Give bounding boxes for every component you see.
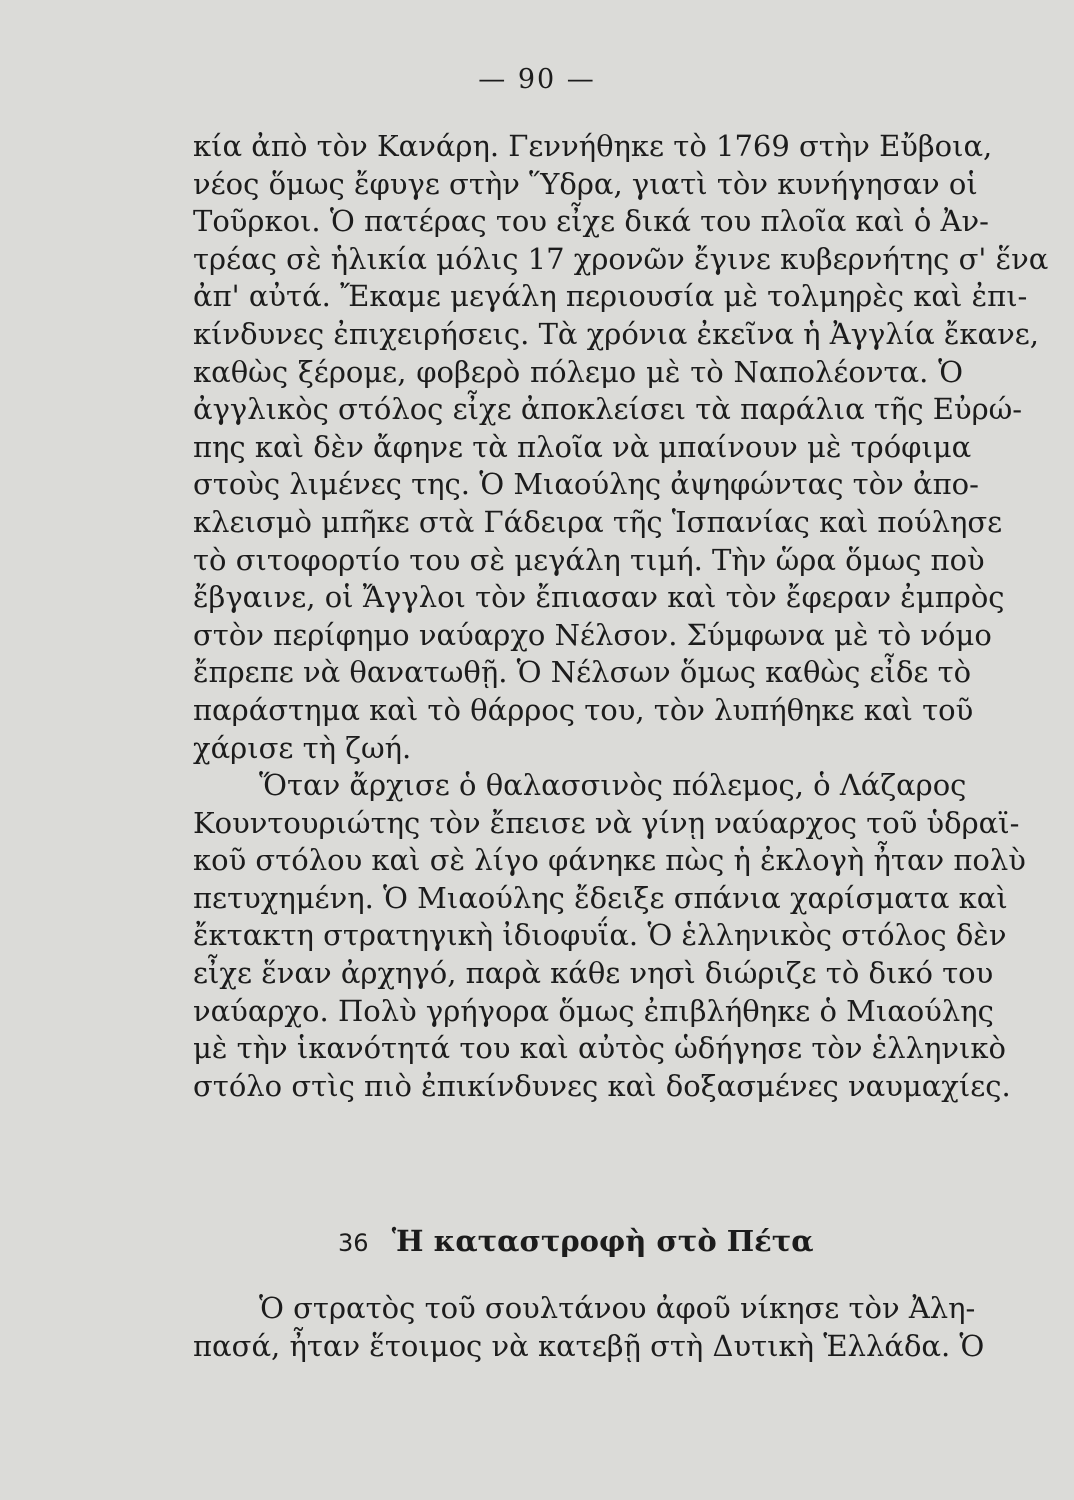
text-line: ἀπ' αὐτά. Ἔκαμε μεγάλη περιουσία μὲ τολμηρὲς καὶ ἐπι- (193, 279, 1028, 314)
text-line: κίνδυνες ἐπιχειρήσεις. Τὰ χρόνια ἐκεῖνα ἡ Ἀγγλία ἔκανε, (193, 316, 1040, 351)
section-number: 36 (338, 1229, 369, 1257)
page-number: — 90 — (478, 64, 596, 95)
text-line: Ὁ στρατὸς τοῦ σουλτάνου ἀφοῦ νίκησε τὸν Ἀλη- (259, 1291, 976, 1325)
text-line: ναύαρχο. Πολὺ γρήγορα ὅμως ἐπιβλήθηκε ὁ Μιαούλης (193, 993, 994, 1028)
text-line: εἶχε ἕναν ἀρχηγό, παρὰ κάθε νησὶ διώριζε τὸ δικό του (193, 956, 994, 991)
text-line: ἀγγλικὸς στόλος εἶχε ἀποκλείσει τὰ παράλια τῆς Εὐρώ- (193, 392, 1023, 427)
text-line: Ὅταν ἄρχισε ὁ θαλασσινὸς πόλεμος, ὁ Λάζαρος (259, 768, 967, 803)
text-line: ἔβγαινε, οἱ Ἄγγλοι τὸν ἔπιασαν καὶ τὸν ἔφεραν ἐμπρὸς (193, 580, 1005, 615)
text-line: χάρισε τὴ ζωή. (193, 730, 412, 765)
text-line: ἔκτακτη στρατηγικὴ ἰδιοφυΐα. Ὁ ἑλληνικὸς στόλος δὲν (193, 918, 1007, 953)
paragraph-1 (193, 128, 1049, 767)
text-line: πασά, ἦταν ἕτοιμος νὰ κατεβῇ στὴ Δυτικὴ Ἑλλάδα. Ὁ (193, 1328, 985, 1363)
text-line: τρέας σὲ ἡλικία μόλις 17 χρονῶν ἔγινε κυβερνήτης σ' ἕνα (193, 241, 1049, 276)
text-line: κοῦ στόλου καὶ σὲ λίγο φάνηκε πὼς ἡ ἐκλογὴ ἦταν πολὺ (193, 843, 1026, 878)
text-line: Κουντουριώτης τὸν ἔπεισε νὰ γίνῃ ναύαρχος τοῦ ὑδραϊ- (193, 805, 1020, 840)
main-text (193, 128, 1049, 1105)
text-line: πης καὶ δὲν ἄφηνε τὰ πλοῖα νὰ μπαίνουν μὲ τρόφιμα (193, 429, 972, 464)
text-line: ἔπρεπε νὰ θανατωθῇ. Ὁ Νέλσων ὅμως καθὼς εἶδε τὸ (193, 655, 972, 690)
text-line: κία ἀπὸ τὸν Κανάρη. Γεννήθηκε τὸ 1769 στὴν Εὔβοια, (193, 129, 993, 163)
text-line: Τοῦρκοι. Ὁ πατέρας του εἶχε δικά του πλοῖα καὶ ὁ Ἀν- (193, 204, 989, 239)
text-line: τὸ σιτοφορτίο του σὲ μεγάλη τιμή. Τὴν ὥρα ὅμως ποὺ (193, 542, 985, 577)
text-line: πετυχημένη. Ὁ Μιαούλης ἔδειξε σπάνια χαρίσματα καὶ (193, 880, 1008, 915)
text-line: στοὺς λιμένες της. Ὁ Μιαούλης ἀψηφώντας τὸν ἀπο- (193, 467, 979, 502)
text-line: στόλο στὶς πιὸ ἐπικίνδυνες καὶ δοξασμένες ναυμαχίες. (193, 1068, 1011, 1103)
text-line: καθὼς ξέρομε, φοβερὸ πόλεμο μὲ τὸ Ναπολέοντα. Ὁ (193, 354, 963, 389)
paragraph-3 (193, 1290, 985, 1365)
paragraph-2 (193, 767, 1026, 1105)
section-heading (338, 1224, 814, 1258)
text-line: παράστημα καὶ τὸ θάρρος του, τὸν λυπήθηκε καὶ τοῦ (193, 692, 974, 727)
section-title: Ἡ καταστροφὴ στὸ Πέτα (391, 1224, 814, 1258)
text-line: νέος ὅμως ἔφυγε στὴν Ὕδρα, γιατὶ τὸν κυνήγησαν οἱ (193, 166, 978, 201)
text-line: κλεισμὸ μπῆκε στὰ Γάδειρα τῆς Ἱσπανίας καὶ πούλησε (193, 504, 1003, 539)
text-line: στὸν περίφημο ναύαρχο Νέλσον. Σύμφωνα μὲ τὸ νόμο (193, 617, 992, 652)
text-line: μὲ τὴν ἱκανότητά του καὶ αὐτὸς ὡδήγησε τὸν ἑλληνικὸ (193, 1031, 1007, 1066)
